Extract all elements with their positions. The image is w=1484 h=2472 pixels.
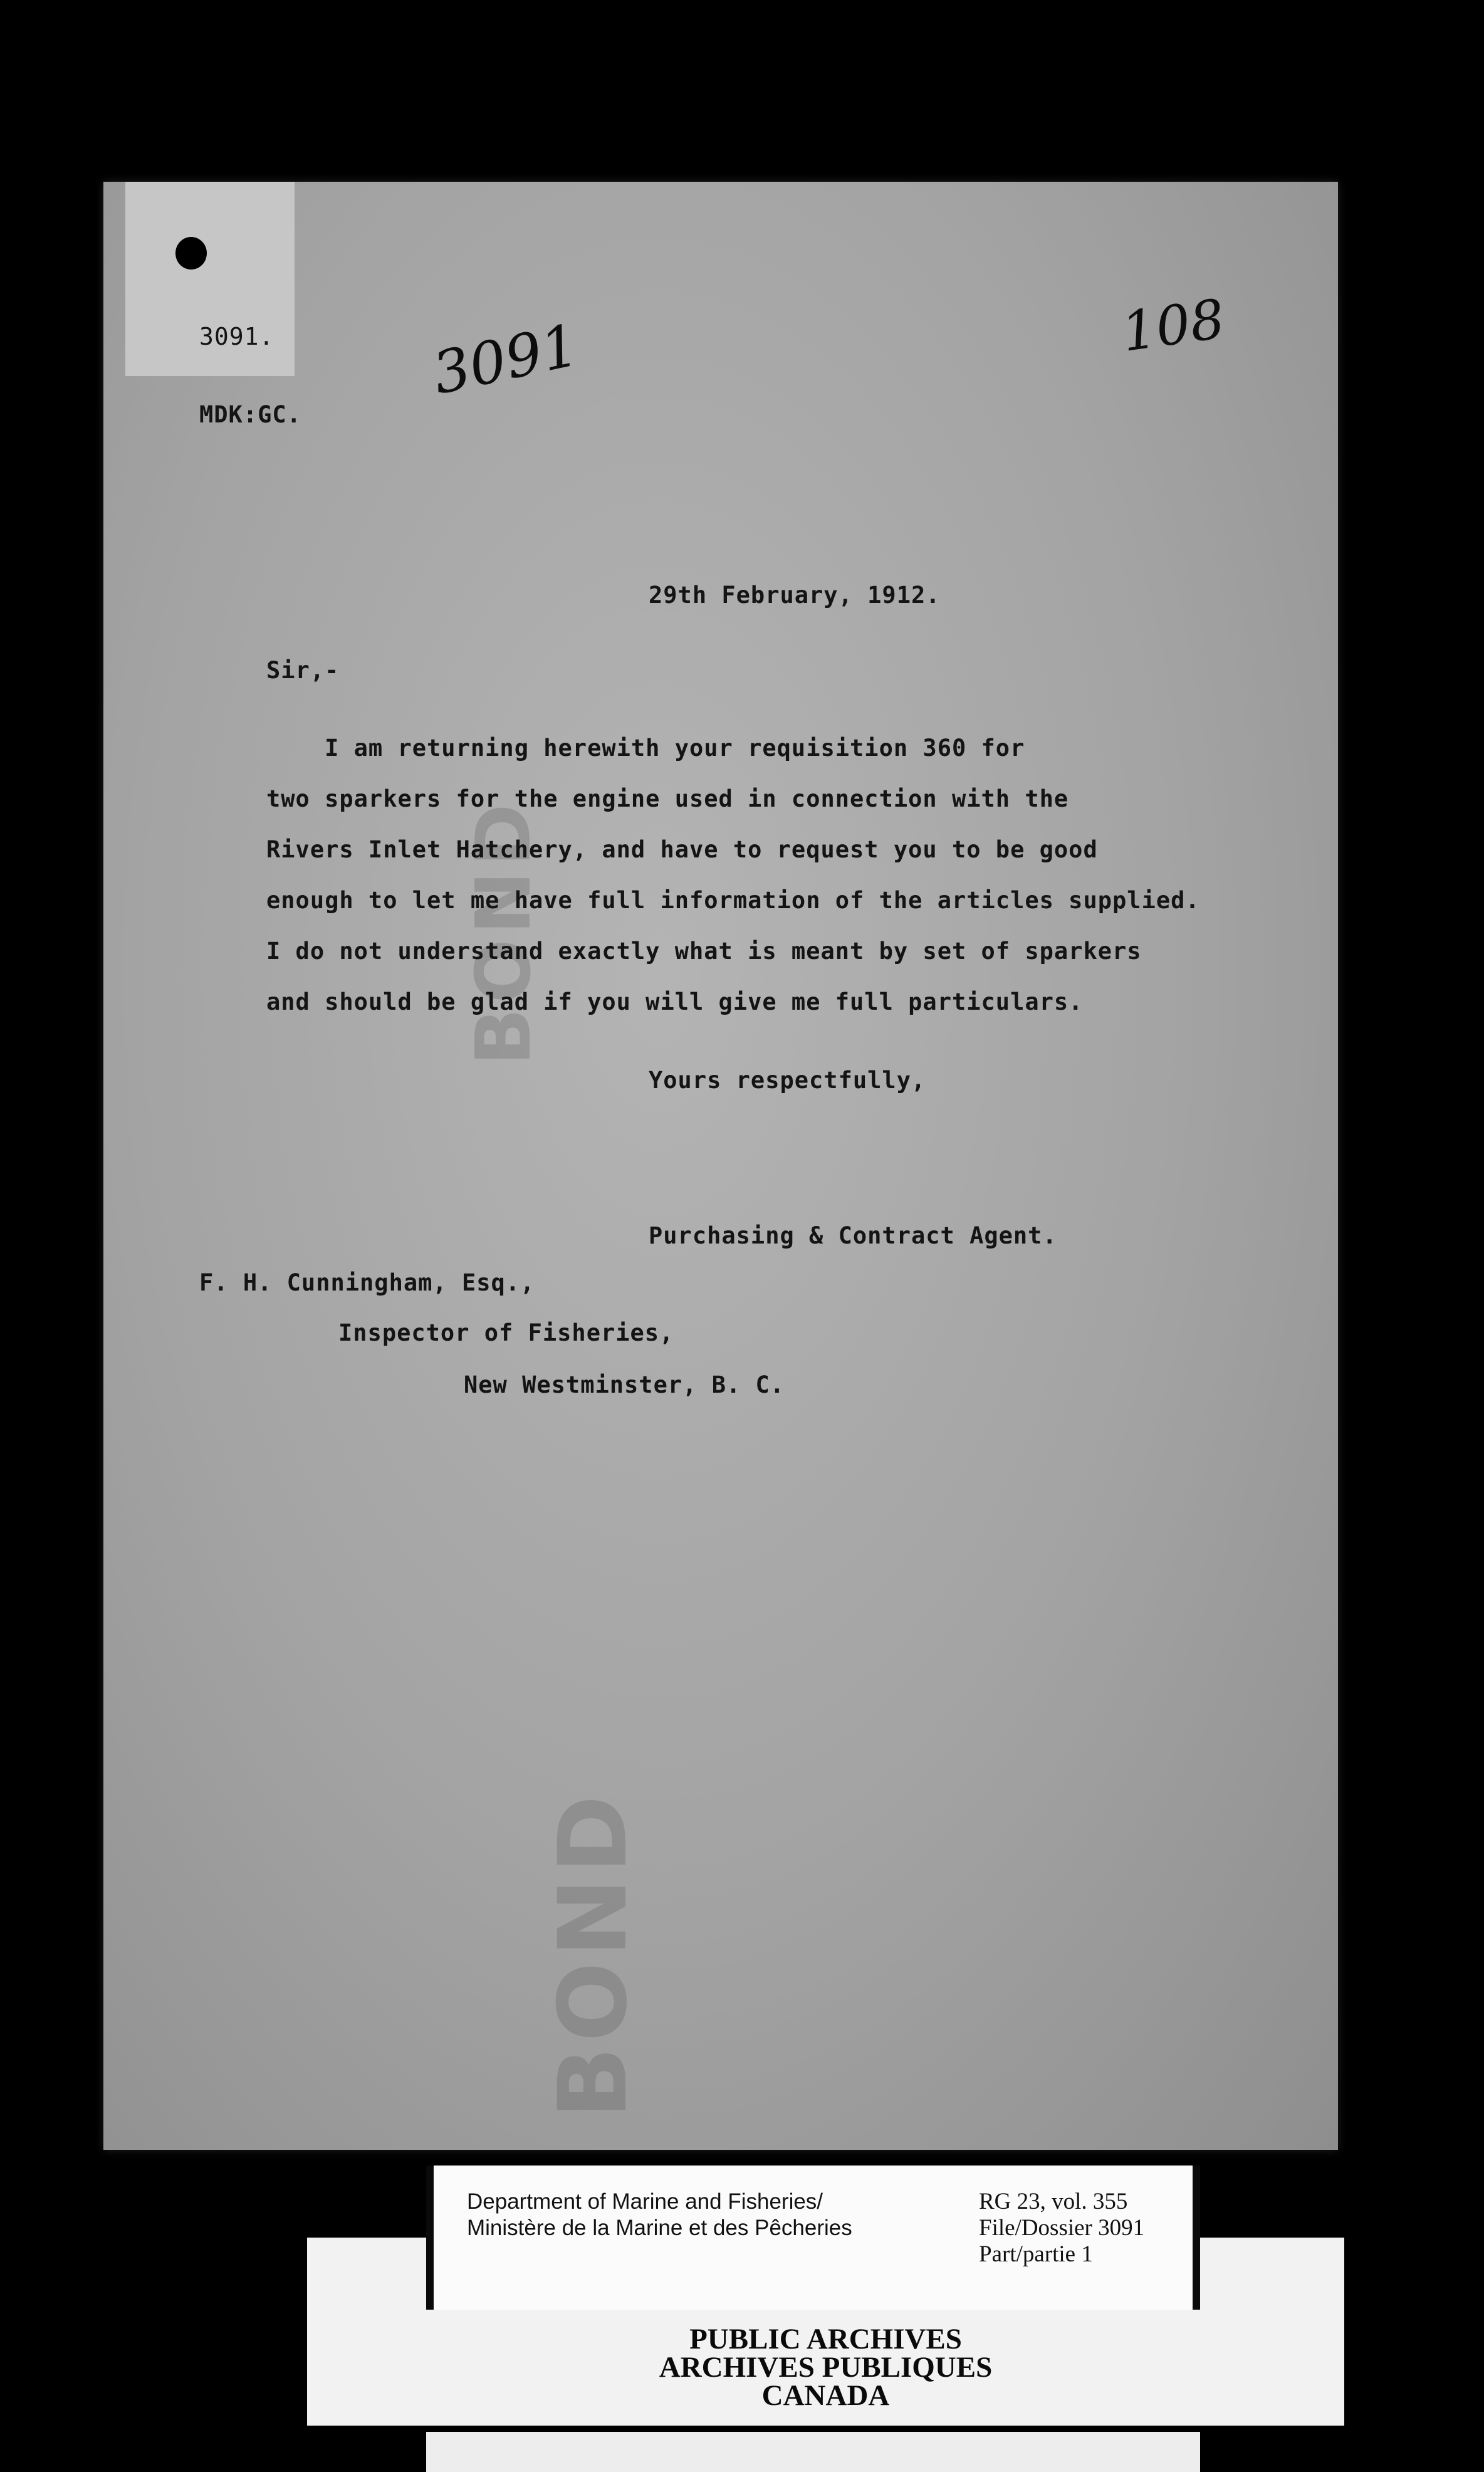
signature-title: Purchasing & Contract Agent. — [649, 1222, 1057, 1249]
archives-fr: ARCHIVES PUBLIQUES — [659, 2351, 993, 2384]
letter-date: 29th February, 1912. — [649, 582, 941, 609]
part-partie: Part/partie 1 — [979, 2241, 1093, 2267]
body-line: enough to let me have full information of the articles supplied. — [266, 887, 1200, 914]
salutation: Sir,- — [266, 657, 340, 684]
watermark-upper: BOND — [461, 799, 548, 1066]
body-line: I do not understand exactly what is meant by set of sparkers — [266, 938, 1142, 965]
addressee-location: New Westminster, B. C. — [464, 1371, 785, 1398]
archive-reference-label — [426, 2166, 1200, 2310]
department-fr: Ministère de la Marine et des Pêcheries — [467, 2216, 852, 2240]
file-dossier: File/Dossier 3091 — [979, 2215, 1145, 2241]
archives-en: PUBLIC ARCHIVES — [689, 2323, 962, 2355]
punch-hole — [175, 237, 207, 270]
addressee-title: Inspector of Fisheries, — [338, 1319, 674, 1346]
reference-initials: MDK:GC. — [199, 401, 301, 428]
watermark-lower: BOND — [539, 1790, 648, 2118]
body-line: and should be glad if you will give me full particulars. — [266, 988, 1084, 1015]
letter-sheet — [103, 182, 1338, 2150]
body-line: two sparkers for the engine used in connection with the — [266, 785, 1069, 812]
archives-country: CANADA — [761, 2379, 890, 2412]
closing: Yours respectfully, — [649, 1067, 926, 1094]
handwritten-page-number: 108 — [1117, 288, 1229, 364]
department-en: Department of Marine and Fisheries/ — [467, 2189, 823, 2214]
record-group: RG 23, vol. 355 — [979, 2189, 1128, 2214]
addressee-name: F. H. Cunningham, Esq., — [199, 1269, 535, 1296]
bottom-strip — [426, 2432, 1200, 2472]
body-line: I am returning herewith your requisition 360 for — [266, 735, 1025, 762]
file-number: 3091. — [199, 323, 274, 350]
body-line: Rivers Inlet Hatchery, and have to request you to be good — [266, 836, 1098, 863]
handwritten-file-number: 3091 — [427, 311, 585, 408]
